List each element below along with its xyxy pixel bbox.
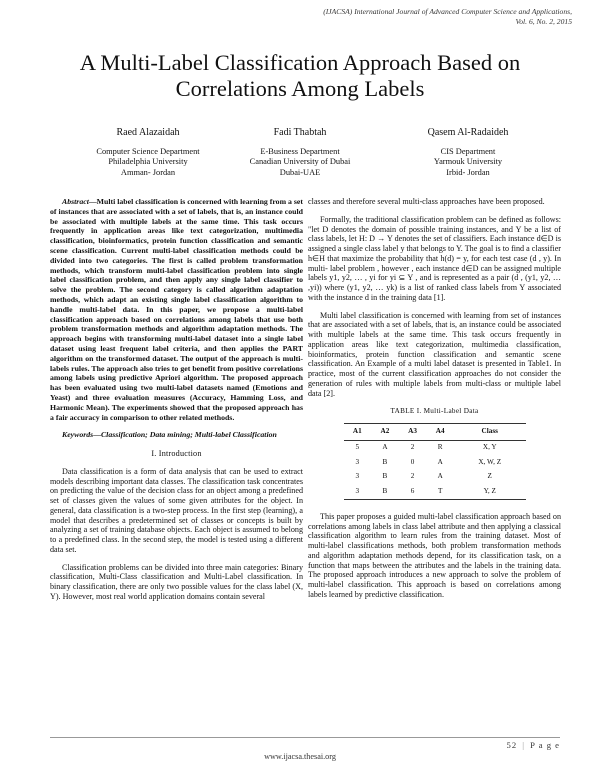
page-separator: | [522,740,525,750]
journal-header [212,7,572,27]
table-header-row [344,424,526,441]
table-cell: 2 [410,472,415,481]
table-cell: B [382,472,388,481]
abstract-label: Abstract [62,197,89,206]
author-name: Raed Alazaidah [116,127,180,138]
table-cell: 5 [355,443,360,452]
section-heading-introduction: I. Introduction [151,449,202,459]
table-cell: A [382,443,388,452]
keywords: Keywords—Classification; Data mining; Multi-label Classification [62,430,277,440]
abstract [50,197,303,422]
body-paragraph: Classification problems can be divided into three main categories: Binary classification, Multi-Class classification and Multi-Label classification. In binary classification, there are only two possible values for the class label (X, Y). However, most real world application domains contain several [50,562,303,601]
table-cell: X, Y [482,443,497,452]
author-block-2 [210,128,390,178]
author-institution: Philadelphia University [108,157,188,167]
author-location: Dubai-UAE [279,167,321,177]
author-affiliation: Computer Science Department [96,146,200,156]
author-location: Amman- Jordan [120,167,176,177]
journal-name: (IJACSA) International Journal of Advanced Computer Science and Applications, [323,7,572,16]
table-cell: B [371,484,399,499]
page-word: P a g e [530,740,560,750]
table-header-cell: Class [454,424,526,441]
body-paragraph: Formally, the traditional classification problem can be defined as follows: "let D denotes the domain of possible training instances, and Y be a list of class labels, let H: D → Y denotes the set of classifiers. Each instance d∈D is assigned a single class label y that belongs to Y. The goal is to find a classifier h∈H that maximize the probability that h(d) = y, for each test case (d , y). In multi- label problem , however , each instance d∈D can be assigned multiple labels y1, y2, … , yi for yi ⊆ Y , and is represented as a pair (d , (y1, y2, … ,yi)) where (y1, y2, … yk) is a list of ranked class labels from Y associated with the instance d in the training data [1]. [308,214,561,302]
left-column [50,197,303,602]
page-number [507,740,560,750]
table-cell: T [426,484,454,499]
body-paragraph: Multi label classification is concerned with learning from set of instances that are associated with a set of labels, that is, an instance could be associated with multiple labels at the same time. This task occurs frequently in application areas like text categorization, multimedia classification, bioinformatics, protein function classification and semantic scene classification. An Example of a multi label dataset is presented in Table1. In practice, most of the current classification approaches do not consider the generation of rules with multiple labels from multi-class or multiple label data [2]. [308,310,561,398]
table-cell: 2 [410,443,415,452]
table-row [344,470,526,485]
table-cell: 0 [410,457,415,466]
table-header-cell: A4 [426,424,454,441]
table-row [344,455,526,470]
author-name: Fadi Thabtah [273,127,327,138]
table-cell: A [437,472,443,481]
author-location: Irbid- Jordan [446,167,490,177]
table-caption: TABLE I. Multi-Label Data [390,407,479,416]
right-column [308,197,561,600]
table-header-cell: A2 [371,424,399,441]
page-number-value: 52 [506,740,518,750]
abstract-text: —Multi label classification is concerned with learning from a set of instances that are associated with a set of labels, that is, an instance could be associated with multiple labels at the same time. This task occurs frequently in application areas like text categorization, multimedia classification, bioinformatics, protein function classification and semantic scene classification. Current multi-label classification methods could be divided into two categories. The first is called problem transformation methods, which transform multi-label classification problem into single label classification problem, and then apply any single label classifier to solve the problem. The second category is called algorithm adaptation methods, which adapt an existing single label classification algorithm to handle multi-label data. In this paper, we propose a multi-label classification approach based on correlations among labels that use both problem transformation methods and algorithm adaptation methods. The approach begins with transforming multi-label dataset into a single label dataset using least frequent label criteria, and then applies the PART algorithm on the transformed dataset. The output of the approach is multi-labels rules. The approach also tries to get benefit from positive correlations among labels using predictive Apriori algorithm. The proposed approach has been evaluated using two multi-label datasets named (Emotions and Yeast) and three evaluation measures (Accuracy, Hamming Loss, and Harmonic Mean). The experiments showed that the proposed approach has a fair accuracy in comparison to other related methods. [50,197,303,422]
table-cell: 6 [399,484,427,499]
body-paragraph: This paper proposes a guided multi-label classification approach based on correlations among labels in class label attribute and then applying a classical classification algorithm to learn rules from the training dataset. Most of multi-label classifications methods, both problem transformation methods and algorithm adaptation methods depend, for its classification task, on a function that maps between the attributes and the labels in the training data. The proposed approach introduces a new approach to solve the problem of multi-label classification. This approach is based on correlations among labels learned by predictive classification. [308,511,561,599]
author-name: Qasem Al-Radaideh [427,127,509,138]
table-row [344,440,526,455]
table-cell: X, W, Z [478,457,502,466]
table-header-cell: A3 [399,424,427,441]
journal-url: www.ijacsa.thesai.org [264,752,336,761]
body-paragraph: classes and therefore several multi-class approaches have been proposed. [308,197,545,206]
author-block-3 [378,128,558,178]
table-cell: 3 [355,472,360,481]
table-cell: 3 [355,457,360,466]
paper-title: A Multi-Label Classification Approach Based on Correlations Among Labels [79,50,521,101]
table-cell: 3 [344,484,372,499]
author-affiliation: CIS Department [440,146,496,156]
author-institution: Canadian University of Dubai [249,157,351,167]
table-cell: A [437,457,443,466]
journal-volume: Vol. 6, No. 2, 2015 [515,17,572,26]
table-cell: R [437,443,443,452]
multi-label-data-table [344,423,526,500]
table-cell: Y, Z [454,484,526,499]
table-header-cell: A1 [344,424,372,441]
table-cell: Z [487,472,492,481]
table-cell: B [382,457,388,466]
footer-divider [50,737,560,738]
author-affiliation: E-Business Department [260,146,340,156]
table-row [344,484,526,499]
author-institution: Yarmouk University [433,157,503,167]
body-paragraph: Data classification is a form of data analysis that can be used to extract models describing important data classes. The classification task concentrates on predicting the value of the decision class for an object among a predefined set of classes given the values of some given attributes for the object. In general, data classification is a two-step process. In the first step (learning), a model that describes a predetermined set of classes or concepts is built by analyzing a set of training database objects. Each object is assumed to belong to a predefined class. In the second step, the model is tested using a different data set. [50,466,303,554]
